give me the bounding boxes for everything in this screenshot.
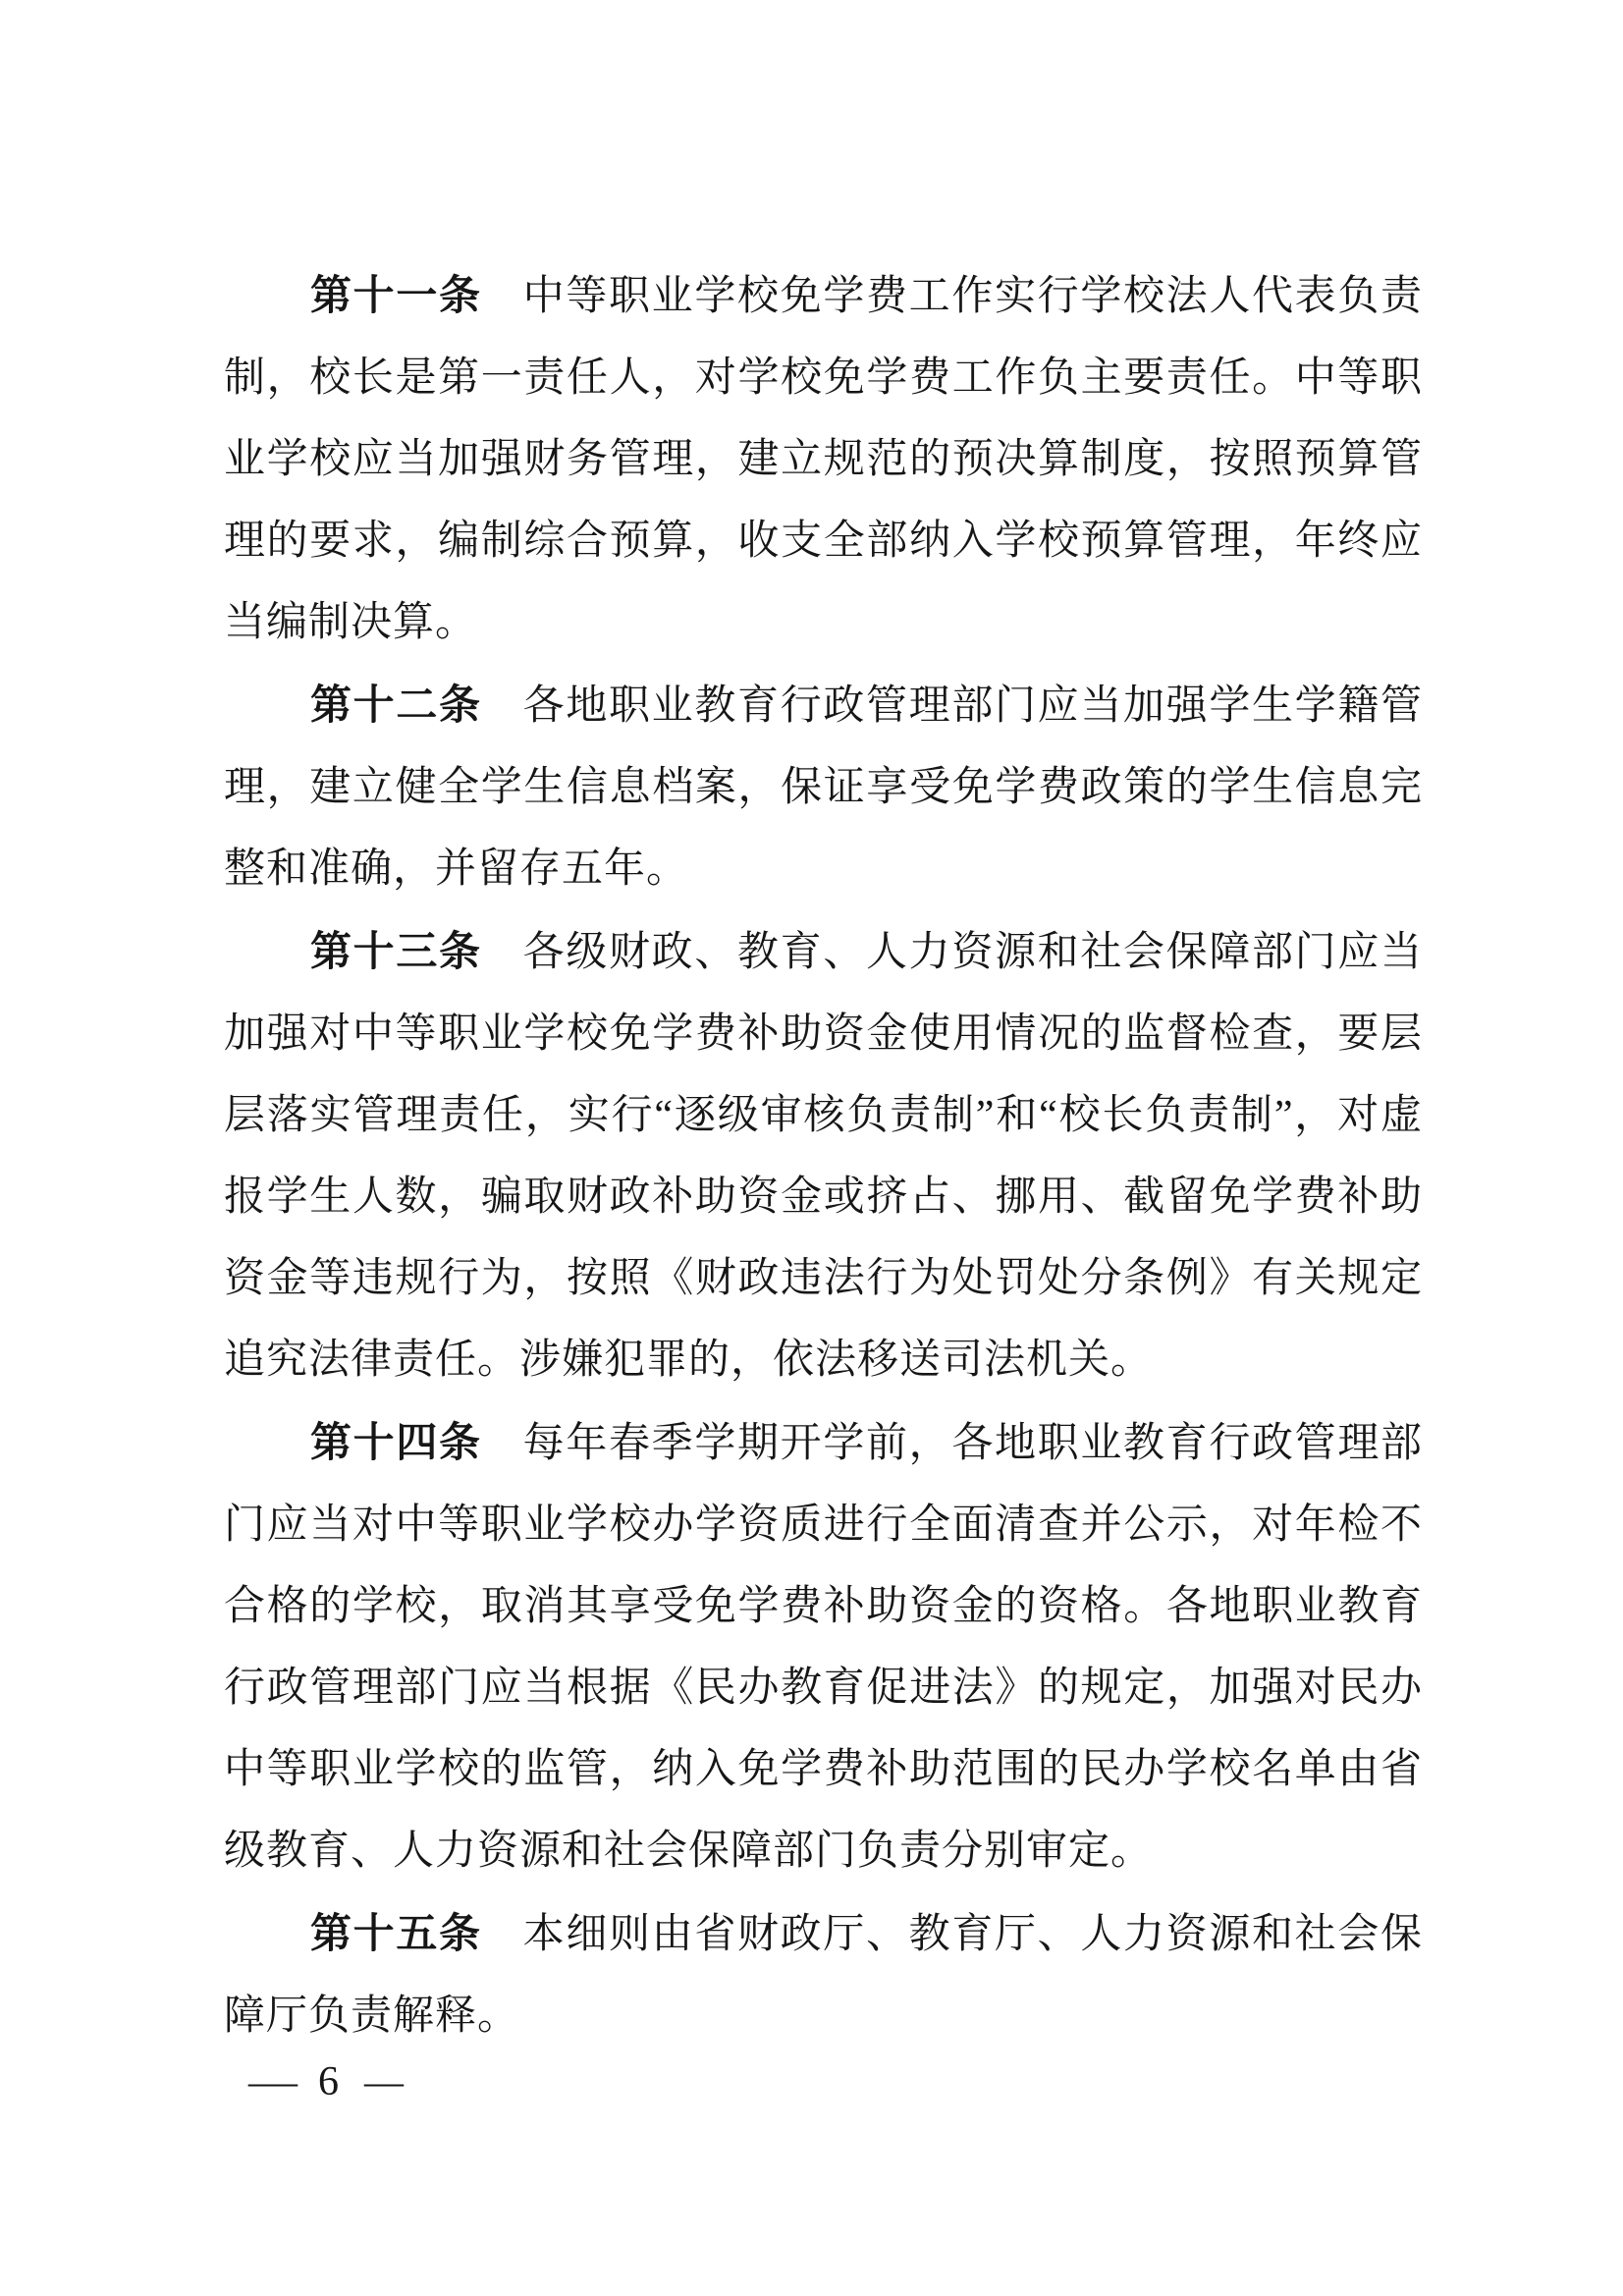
article-13-text: 各级财政、教育、人力资源和社会保障部门应当加强对中等职业学校免学费补助资金使用情况的监督检查，要层层落实管理责任，实行“逐级审核负责制”和“校长负责制”，对虚报学生人数，骗取财政补助资金或挤占、挪用、截留免学费补助资金等违规行为，按照《财政违法行为处罚处分条例》有关规定追究法律责任。涉嫌犯罪的，依法移送司法机关。 bbox=[224, 930, 1423, 1383]
article-11-label: 第十一条 bbox=[310, 272, 482, 318]
article-14-text: 每年春季学期开学前，各地职业教育行政管理部门应当对中等职业学校办学资质进行全面清查并公示，对年检不合格的学校，取消其享受免学费补助资金的资格。各地职业教育行政管理部门应当根据《民办教育促进法》的规定，加强对民办中等职业学校的监管，纳入免学费补助范围的民办学校名单由省级教育、人力资源和社会保障部门负责分别审定。 bbox=[224, 1421, 1423, 1874]
article-13-label: 第十三条 bbox=[310, 928, 482, 974]
page-footer bbox=[248, 2054, 404, 2109]
article-11-text: 中等职业学校免学费工作实行学校法人代表负责制，校长是第一责任人，对学校免学费工作负主要责任。中等职业学校应当加强财务管理，建立规范的预决算制度，按照预算管理的要求，编制综合预算，收支全部纳入学校预算管理，年终应当编制决算。 bbox=[224, 274, 1423, 645]
article-11-paragraph bbox=[224, 254, 1423, 664]
article-14-paragraph bbox=[224, 1401, 1423, 1892]
article-15-label: 第十五条 bbox=[310, 1910, 482, 1956]
article-12-label: 第十二条 bbox=[310, 682, 482, 728]
page-number: 6 bbox=[318, 2059, 339, 2105]
footer-right-dash: — bbox=[364, 2059, 404, 2104]
article-13-paragraph bbox=[224, 910, 1423, 1401]
article-15-text: 本细则由省财政厅、教育厅、人力资源和社会保障厅负责解释。 bbox=[224, 1912, 1423, 2039]
document-text bbox=[224, 254, 1423, 2057]
article-15-paragraph bbox=[224, 1892, 1423, 2057]
article-12-text: 各地职业教育行政管理部门应当加强学生学籍管理，建立健全学生信息档案，保证享受免学费政策的学生信息完整和准确，并留存五年。 bbox=[224, 683, 1423, 892]
footer-left-dash: — bbox=[248, 2059, 298, 2104]
article-12-paragraph bbox=[224, 664, 1423, 910]
article-14-label: 第十四条 bbox=[310, 1419, 482, 1465]
